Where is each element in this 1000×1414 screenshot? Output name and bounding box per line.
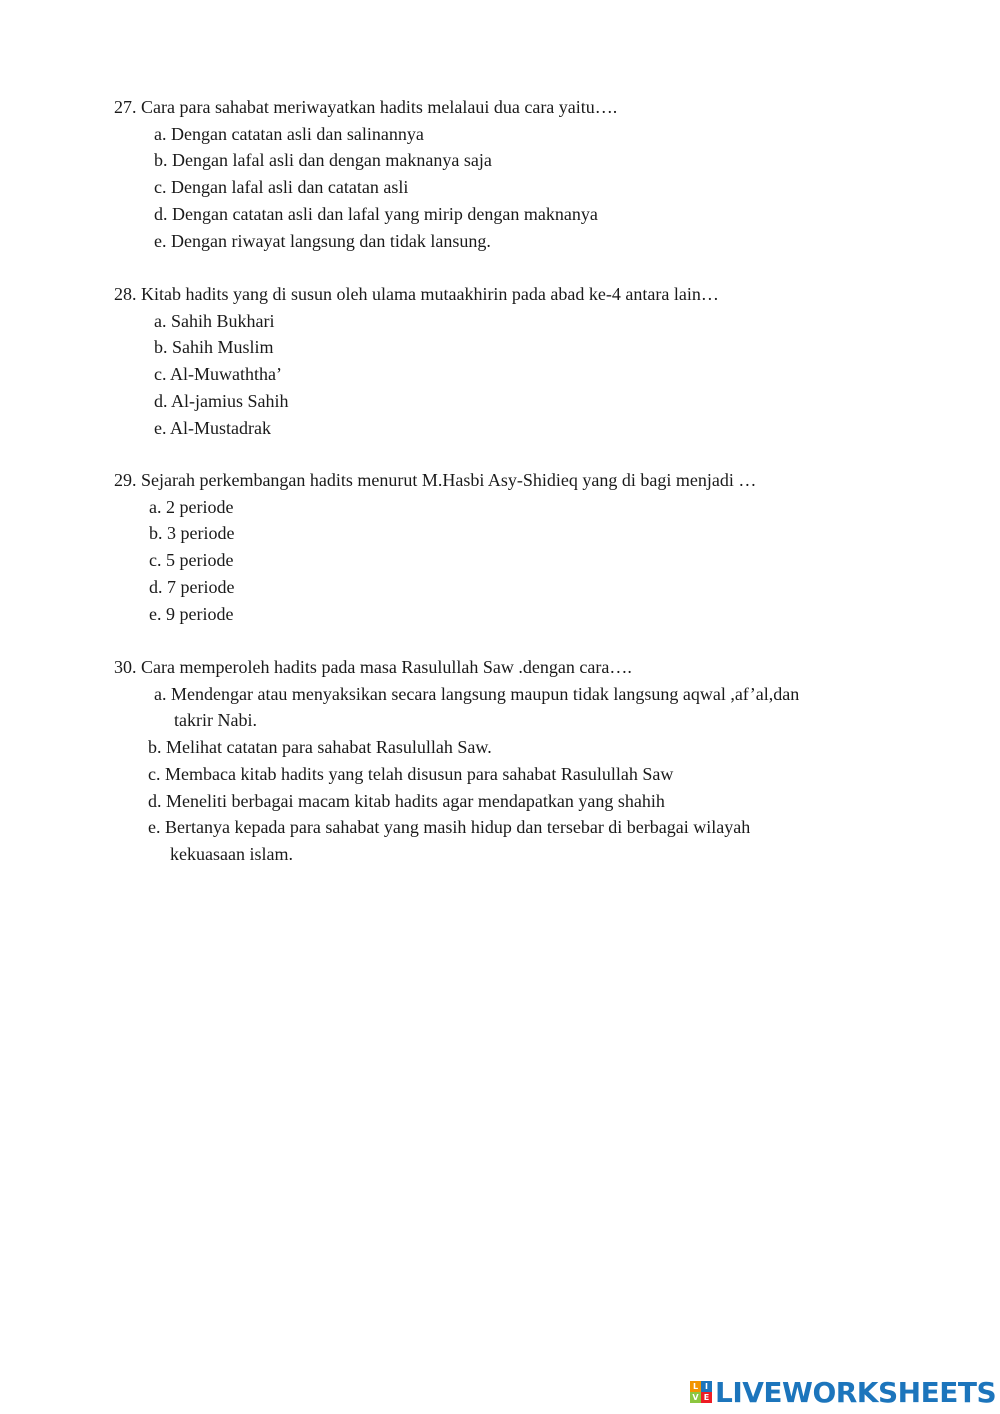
option-b: b. Melihat catatan para sahabat Rasulullah Saw. (148, 737, 492, 758)
option-e: e. 9 periode (149, 603, 234, 624)
option-e-continuation: kekuasaan islam. (170, 843, 293, 864)
question-30 (114, 654, 914, 868)
question-29 (114, 467, 914, 627)
option-b: b. Sahih Muslim (154, 337, 274, 358)
option-c: c. Membaca kitab hadits yang telah disusun para sahabat Rasulullah Saw (148, 763, 674, 784)
option-a: a. Sahih Bukhari (154, 310, 275, 331)
option-e: e. Al-Mustadrak (154, 417, 271, 438)
option-c: c. 5 periode (149, 550, 234, 571)
option-a-text: a. Mendengar atau menyaksikan secara langsung maupun tidak langsung aqwal ,af’al,dan (154, 683, 800, 704)
option-b: b. 3 periode (149, 523, 235, 544)
option-a: a. 2 periode (149, 496, 234, 517)
option-list (114, 121, 914, 255)
logo-mark-letter: I (701, 1381, 712, 1392)
option-e (148, 814, 914, 867)
logo-mark-letter: E (701, 1392, 712, 1403)
option-c: c. Al-Muwaththa’ (154, 364, 282, 385)
liveworksheets-logo-icon (690, 1381, 712, 1403)
question-27 (114, 94, 914, 254)
question-28 (114, 281, 914, 441)
option-d: d. Meneliti berbagai macam kitab hadits agar mendapatkan yang shahih (148, 790, 665, 811)
option-c: c. Dengan lafal asli dan catatan asli (154, 177, 409, 198)
question-stem: 28. Kitab hadits yang di susun oleh ulama mutaakhirin pada abad ke-4 antara lain… (114, 284, 719, 304)
question-stem: 27. Cara para sahabat meriwayatkan hadits melalaui dua cara yaitu…. (114, 97, 618, 117)
logo-mark-letter: L (690, 1381, 701, 1392)
option-d: d. Dengan catatan asli dan lafal yang mirip dengan maknanya (154, 203, 598, 224)
option-list (114, 308, 914, 442)
option-a (148, 681, 914, 734)
question-stem: 30. Cara memperoleh hadits pada masa Rasulullah Saw .dengan cara…. (114, 657, 632, 677)
option-a-continuation: takrir Nabi. (174, 710, 257, 731)
option-e-text: e. Bertanya kepada para sahabat yang masih hidup dan tersebar di berbagai wilayah (148, 817, 751, 838)
logo-text: LIVEWORKSHEETS (715, 1375, 997, 1409)
option-list (114, 494, 914, 628)
option-a: a. Dengan catatan asli dan salinannya (154, 123, 424, 144)
logo-mark-letter: V (690, 1392, 701, 1403)
option-list (114, 681, 914, 868)
option-d: d. Al-jamius Sahih (154, 390, 289, 411)
option-d: d. 7 periode (149, 576, 235, 597)
question-stem: 29. Sejarah perkembangan hadits menurut M.Hasbi Asy-Shidieq yang di bagi menjadi … (114, 470, 757, 490)
liveworksheets-logo (690, 1374, 996, 1410)
option-b: b. Dengan lafal asli dan dengan maknanya saja (154, 150, 492, 171)
option-e: e. Dengan riwayat langsung dan tidak lansung. (154, 230, 491, 251)
